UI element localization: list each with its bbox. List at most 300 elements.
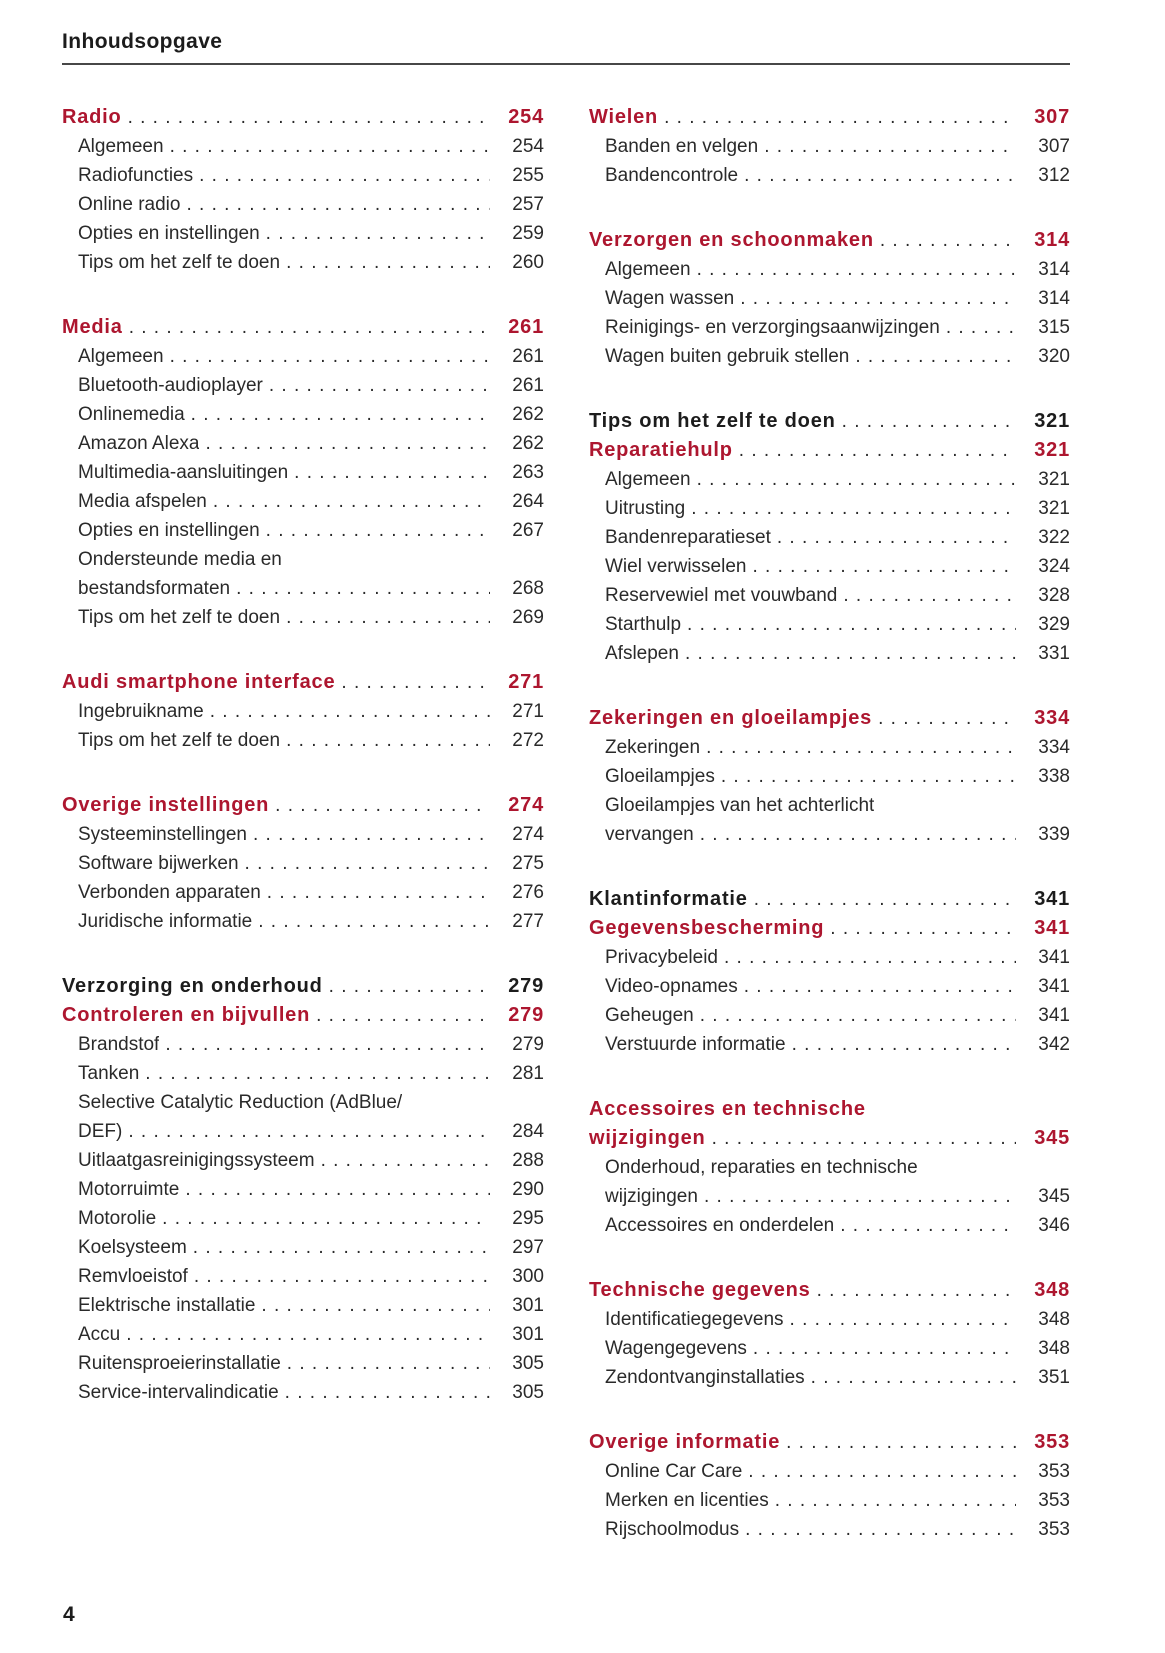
dot-leader bbox=[193, 1233, 490, 1262]
toc-label: Brandstof bbox=[78, 1034, 160, 1055]
dot-leader bbox=[786, 1428, 1016, 1457]
toc-line bbox=[62, 1146, 544, 1175]
toc-line bbox=[589, 1457, 1070, 1486]
toc-section bbox=[589, 1428, 1070, 1544]
toc-column-left bbox=[62, 103, 544, 1544]
table-of-contents bbox=[62, 103, 1070, 1544]
toc-label: Algemeen bbox=[605, 259, 691, 280]
toc-entry bbox=[62, 487, 544, 516]
toc-page-number: 331 bbox=[1038, 643, 1070, 664]
toc-label: Reservewiel met vouwband bbox=[605, 585, 838, 606]
toc-line bbox=[589, 1486, 1070, 1515]
toc-page-number: 307 bbox=[1034, 106, 1070, 128]
toc-entry bbox=[62, 219, 544, 248]
toc-entry bbox=[62, 1059, 544, 1088]
dot-leader bbox=[287, 1349, 490, 1378]
toc-page-number: 295 bbox=[512, 1208, 544, 1229]
toc-line bbox=[589, 161, 1070, 190]
toc-heading bbox=[589, 1428, 1070, 1457]
toc-entry bbox=[589, 943, 1070, 972]
toc-label: Uitrusting bbox=[605, 498, 686, 519]
toc-page-number: 351 bbox=[1038, 1367, 1070, 1388]
toc-section bbox=[589, 885, 1070, 1059]
dot-leader bbox=[286, 603, 490, 632]
toc-page-number: 338 bbox=[1038, 766, 1070, 787]
toc-entry bbox=[62, 132, 544, 161]
toc-label: Tips om het zelf te doen bbox=[78, 607, 281, 628]
toc-entry bbox=[62, 161, 544, 190]
dot-leader bbox=[721, 762, 1016, 791]
toc-entry bbox=[62, 1262, 544, 1291]
toc-line bbox=[589, 704, 1070, 733]
toc-label: wijzigingen bbox=[589, 1127, 706, 1149]
toc-label: Zekeringen en gloeilampjes bbox=[589, 707, 873, 729]
toc-line bbox=[62, 516, 544, 545]
toc-page-number: 345 bbox=[1034, 1127, 1070, 1149]
toc-entry bbox=[62, 342, 544, 371]
toc-label: Accessoires en technische bbox=[589, 1098, 866, 1120]
toc-line bbox=[589, 226, 1070, 255]
toc-entry bbox=[62, 1204, 544, 1233]
toc-label: Motorruimte bbox=[78, 1179, 180, 1200]
toc-label: Wiel verwisselen bbox=[605, 556, 747, 577]
toc-label: Onlinemedia bbox=[78, 404, 185, 425]
toc-entry bbox=[62, 458, 544, 487]
toc-line bbox=[62, 545, 544, 574]
toc-entry bbox=[589, 1334, 1070, 1363]
dot-leader bbox=[740, 284, 1016, 313]
toc-line bbox=[62, 313, 544, 342]
toc-entry bbox=[62, 726, 544, 755]
toc-label: wijzigingen bbox=[605, 1186, 698, 1207]
toc-page-number: 301 bbox=[512, 1295, 544, 1316]
toc-label: Bandencontrole bbox=[605, 165, 739, 186]
dot-leader bbox=[817, 1276, 1016, 1305]
toc-section bbox=[589, 226, 1070, 371]
toc-page-number: 257 bbox=[512, 194, 544, 215]
dot-leader bbox=[321, 1146, 490, 1175]
toc-label: Banden en velgen bbox=[605, 136, 759, 157]
dot-leader bbox=[724, 943, 1016, 972]
toc-page-number: 341 bbox=[1034, 888, 1070, 910]
toc-line bbox=[589, 1305, 1070, 1334]
toc-line bbox=[589, 1211, 1070, 1240]
toc-page-number: 261 bbox=[512, 375, 544, 396]
dot-leader bbox=[266, 516, 490, 545]
toc-line bbox=[589, 255, 1070, 284]
dot-leader bbox=[739, 436, 1016, 465]
dot-leader bbox=[685, 639, 1016, 668]
toc-heading bbox=[62, 103, 544, 132]
toc-line bbox=[589, 1001, 1070, 1030]
toc-page-number: 346 bbox=[1038, 1215, 1070, 1236]
dot-leader bbox=[777, 523, 1016, 552]
toc-line bbox=[589, 1363, 1070, 1392]
dot-leader bbox=[706, 733, 1016, 762]
toc-label: Opties en instellingen bbox=[78, 520, 260, 541]
toc-page-number: 254 bbox=[512, 136, 544, 157]
dot-leader bbox=[745, 1515, 1016, 1544]
toc-label: Algemeen bbox=[78, 346, 164, 367]
toc-page-number: 312 bbox=[1038, 165, 1070, 186]
toc-entry bbox=[589, 1457, 1070, 1486]
dot-leader bbox=[128, 1117, 490, 1146]
toc-line bbox=[589, 465, 1070, 494]
toc-heading bbox=[62, 791, 544, 820]
toc-entry bbox=[589, 1001, 1070, 1030]
toc-entry bbox=[589, 523, 1070, 552]
dot-leader bbox=[316, 1001, 490, 1030]
toc-entry bbox=[589, 313, 1070, 342]
toc-entry bbox=[589, 342, 1070, 371]
toc-label: Audi smartphone interface bbox=[62, 671, 336, 693]
dot-leader bbox=[128, 103, 490, 132]
toc-page-number: 254 bbox=[508, 106, 544, 128]
dot-leader bbox=[811, 1363, 1016, 1392]
toc-page-number: 301 bbox=[512, 1324, 544, 1345]
toc-line bbox=[62, 1001, 544, 1030]
toc-page-number: 314 bbox=[1038, 259, 1070, 280]
toc-line bbox=[62, 726, 544, 755]
dot-leader bbox=[170, 132, 490, 161]
toc-line bbox=[589, 284, 1070, 313]
toc-page-number: 261 bbox=[508, 316, 544, 338]
toc-line bbox=[62, 219, 544, 248]
toc-line bbox=[589, 1124, 1070, 1153]
toc-line bbox=[62, 972, 544, 1001]
toc-line bbox=[62, 458, 544, 487]
toc-page-number: 268 bbox=[512, 578, 544, 599]
toc-heading bbox=[589, 914, 1070, 943]
dot-leader bbox=[764, 132, 1016, 161]
dot-leader bbox=[191, 400, 490, 429]
toc-label: Ondersteunde media en bbox=[78, 549, 282, 570]
dot-leader bbox=[269, 371, 490, 400]
toc-line bbox=[62, 1117, 544, 1146]
dot-leader bbox=[843, 581, 1016, 610]
toc-line bbox=[62, 190, 544, 219]
toc-section bbox=[62, 103, 544, 277]
toc-heading bbox=[589, 407, 1070, 436]
toc-page-number: 341 bbox=[1034, 917, 1070, 939]
toc-line bbox=[589, 342, 1070, 371]
toc-label: Reinigings- en verzorgingsaanwijzingen bbox=[605, 317, 940, 338]
toc-line bbox=[62, 574, 544, 603]
toc-label: Amazon Alexa bbox=[78, 433, 200, 454]
dot-leader bbox=[691, 494, 1016, 523]
toc-page-number: 263 bbox=[512, 462, 544, 483]
toc-line bbox=[62, 429, 544, 458]
toc-line bbox=[62, 1320, 544, 1349]
toc-line bbox=[62, 791, 544, 820]
dot-leader bbox=[775, 1486, 1016, 1515]
dot-leader bbox=[792, 1030, 1016, 1059]
toc-entry bbox=[62, 1320, 544, 1349]
toc-section bbox=[589, 407, 1070, 668]
toc-page-number: 279 bbox=[512, 1034, 544, 1055]
toc-entry bbox=[62, 907, 544, 936]
toc-line bbox=[589, 581, 1070, 610]
dot-leader bbox=[236, 574, 490, 603]
toc-page-number: 281 bbox=[512, 1063, 544, 1084]
toc-entry bbox=[589, 581, 1070, 610]
toc-heading bbox=[589, 704, 1070, 733]
dot-leader bbox=[946, 313, 1016, 342]
toc-page-number: 284 bbox=[512, 1121, 544, 1142]
toc-label: Radio bbox=[62, 106, 122, 128]
toc-page-number: 262 bbox=[512, 433, 544, 454]
toc-page-number: 353 bbox=[1038, 1461, 1070, 1482]
toc-page-number: 353 bbox=[1038, 1519, 1070, 1540]
toc-page-number: 321 bbox=[1038, 469, 1070, 490]
toc-label: Overige instellingen bbox=[62, 794, 270, 816]
dot-leader bbox=[286, 248, 490, 277]
dot-leader bbox=[210, 697, 490, 726]
toc-heading bbox=[589, 1276, 1070, 1305]
dot-leader bbox=[329, 972, 490, 1001]
toc-line bbox=[589, 436, 1070, 465]
toc-entry bbox=[62, 371, 544, 400]
dot-leader bbox=[752, 552, 1016, 581]
toc-line bbox=[589, 943, 1070, 972]
toc-label: Bluetooth-audioplayer bbox=[78, 375, 263, 396]
toc-line bbox=[589, 1428, 1070, 1457]
toc-entry bbox=[62, 1378, 544, 1407]
toc-page-number: 305 bbox=[512, 1382, 544, 1403]
toc-entry bbox=[62, 1175, 544, 1204]
toc-line bbox=[589, 1153, 1070, 1182]
toc-label: Algemeen bbox=[78, 136, 164, 157]
toc-page-number: 341 bbox=[1038, 976, 1070, 997]
toc-label: Accessoires en onderdelen bbox=[605, 1215, 835, 1236]
toc-page-number: 275 bbox=[512, 853, 544, 874]
toc-heading bbox=[589, 436, 1070, 465]
dot-leader bbox=[199, 161, 490, 190]
toc-heading bbox=[62, 668, 544, 697]
toc-entry bbox=[589, 1153, 1070, 1211]
toc-label: Service-intervalindicatie bbox=[78, 1382, 279, 1403]
toc-label: Privacybeleid bbox=[605, 947, 718, 968]
toc-label: Klantinformatie bbox=[589, 888, 748, 910]
toc-label: Media bbox=[62, 316, 123, 338]
toc-label: Media afspelen bbox=[78, 491, 207, 512]
toc-line bbox=[589, 1182, 1070, 1211]
dot-leader bbox=[700, 820, 1016, 849]
toc-page-number: 271 bbox=[512, 701, 544, 722]
toc-entry bbox=[589, 255, 1070, 284]
toc-page-number: 277 bbox=[512, 911, 544, 932]
toc-entry bbox=[589, 639, 1070, 668]
toc-label: Afslepen bbox=[605, 643, 679, 664]
dot-leader bbox=[294, 458, 490, 487]
toc-page-number: 353 bbox=[1038, 1490, 1070, 1511]
toc-label: bestandsformaten bbox=[78, 578, 231, 599]
toc-page-number: 341 bbox=[1038, 1005, 1070, 1026]
toc-heading bbox=[589, 103, 1070, 132]
dot-leader bbox=[753, 1334, 1016, 1363]
toc-entry bbox=[589, 610, 1070, 639]
toc-line bbox=[62, 1204, 544, 1233]
toc-line bbox=[589, 132, 1070, 161]
toc-line bbox=[589, 1030, 1070, 1059]
toc-line bbox=[589, 407, 1070, 436]
toc-line bbox=[589, 733, 1070, 762]
toc-label: Zekeringen bbox=[605, 737, 701, 758]
toc-line bbox=[62, 907, 544, 936]
dot-leader bbox=[205, 429, 490, 458]
toc-entry bbox=[589, 1211, 1070, 1240]
dot-leader bbox=[840, 1211, 1016, 1240]
toc-line bbox=[62, 1349, 544, 1378]
toc-label: Uitlaatgasreinigingssysteem bbox=[78, 1150, 315, 1171]
toc-label: Technische gegevens bbox=[589, 1279, 811, 1301]
toc-label: Online radio bbox=[78, 194, 181, 215]
toc-entry bbox=[62, 1349, 544, 1378]
toc-section bbox=[62, 313, 544, 632]
dot-leader bbox=[129, 313, 490, 342]
toc-entry bbox=[62, 190, 544, 219]
toc-section bbox=[589, 1276, 1070, 1392]
toc-line bbox=[589, 494, 1070, 523]
toc-label: Koelsysteem bbox=[78, 1237, 187, 1258]
toc-label: Ingebruikname bbox=[78, 701, 204, 722]
toc-label: Rijschoolmodus bbox=[605, 1519, 740, 1540]
toc-line bbox=[62, 820, 544, 849]
toc-entry bbox=[62, 820, 544, 849]
toc-label: Selective Catalytic Reduction (AdBlue/ bbox=[78, 1092, 403, 1113]
dot-leader bbox=[126, 1320, 490, 1349]
toc-line bbox=[62, 603, 544, 632]
toc-label: vervangen bbox=[605, 824, 694, 845]
toc-section bbox=[62, 791, 544, 936]
toc-section bbox=[62, 972, 544, 1407]
toc-entry bbox=[589, 1305, 1070, 1334]
toc-line bbox=[589, 103, 1070, 132]
page-title: Inhoudsopgave bbox=[62, 30, 223, 53]
dot-leader bbox=[185, 1175, 490, 1204]
toc-line bbox=[589, 885, 1070, 914]
dot-leader bbox=[245, 849, 490, 878]
toc-entry bbox=[589, 1030, 1070, 1059]
toc-label: Motorolie bbox=[78, 1208, 157, 1229]
toc-page-number: 328 bbox=[1038, 585, 1070, 606]
toc-page-number: 345 bbox=[1038, 1186, 1070, 1207]
toc-entry bbox=[62, 1088, 544, 1146]
toc-label: Wagen buiten gebruik stellen bbox=[605, 346, 850, 367]
toc-page-number: 353 bbox=[1034, 1431, 1070, 1453]
toc-entry bbox=[62, 248, 544, 277]
toc-page-number: 260 bbox=[512, 252, 544, 273]
toc-line bbox=[62, 1059, 544, 1088]
toc-page-number: 288 bbox=[512, 1150, 544, 1171]
toc-label: Verzorgen en schoonmaken bbox=[589, 229, 874, 251]
toc-line bbox=[62, 1175, 544, 1204]
dot-leader bbox=[664, 103, 1016, 132]
toc-page-number: 314 bbox=[1038, 288, 1070, 309]
toc-page-number: 307 bbox=[1038, 136, 1070, 157]
toc-entry bbox=[589, 1515, 1070, 1544]
dot-leader bbox=[165, 1030, 490, 1059]
toc-page-number: 276 bbox=[512, 882, 544, 903]
toc-section bbox=[589, 103, 1070, 190]
toc-line bbox=[62, 1262, 544, 1291]
toc-label: Geheugen bbox=[605, 1005, 694, 1026]
toc-line bbox=[589, 313, 1070, 342]
toc-entry bbox=[589, 733, 1070, 762]
dot-leader bbox=[145, 1059, 490, 1088]
toc-label: Remvloeistof bbox=[78, 1266, 188, 1287]
toc-page-number: 315 bbox=[1038, 317, 1070, 338]
toc-page-number: 314 bbox=[1034, 229, 1070, 251]
toc-entry bbox=[62, 603, 544, 632]
toc-line bbox=[589, 1334, 1070, 1363]
toc-label: Ruitensproeierinstallatie bbox=[78, 1353, 281, 1374]
dot-leader bbox=[285, 1378, 490, 1407]
toc-label: Wielen bbox=[589, 106, 659, 128]
toc-line bbox=[62, 1030, 544, 1059]
toc-line bbox=[589, 552, 1070, 581]
toc-heading bbox=[589, 1095, 1070, 1153]
toc-line bbox=[589, 762, 1070, 791]
toc-label: Reparatiehulp bbox=[589, 439, 733, 461]
toc-page-number: 341 bbox=[1038, 947, 1070, 968]
toc-page-number: 255 bbox=[512, 165, 544, 186]
dot-leader bbox=[194, 1262, 490, 1291]
toc-entry bbox=[589, 1363, 1070, 1392]
toc-label: Verbonden apparaten bbox=[78, 882, 261, 903]
toc-entry bbox=[62, 400, 544, 429]
dot-leader bbox=[162, 1204, 490, 1233]
toc-page-number: 300 bbox=[512, 1266, 544, 1287]
dot-leader bbox=[880, 226, 1016, 255]
toc-label: Zendontvanginstallaties bbox=[605, 1367, 805, 1388]
dot-leader bbox=[697, 465, 1016, 494]
toc-line bbox=[589, 523, 1070, 552]
toc-page-number: 339 bbox=[1038, 824, 1070, 845]
toc-section bbox=[589, 704, 1070, 849]
toc-label: Gloeilampjes van het achterlicht bbox=[605, 795, 875, 816]
toc-label: Bandenreparatieset bbox=[605, 527, 771, 548]
toc-entry bbox=[62, 1030, 544, 1059]
toc-label: Online Car Care bbox=[605, 1461, 743, 1482]
toc-heading bbox=[62, 972, 544, 1001]
toc-label: Tips om het zelf te doen bbox=[78, 730, 281, 751]
toc-entry bbox=[589, 791, 1070, 849]
toc-line bbox=[62, 132, 544, 161]
dot-leader bbox=[286, 726, 490, 755]
toc-line bbox=[589, 914, 1070, 943]
toc-line bbox=[62, 487, 544, 516]
toc-label: Gloeilampjes bbox=[605, 766, 715, 787]
toc-page-number: 290 bbox=[512, 1179, 544, 1200]
toc-line bbox=[62, 697, 544, 726]
toc-page-number: 342 bbox=[1038, 1034, 1070, 1055]
toc-line bbox=[62, 103, 544, 132]
dot-leader bbox=[697, 255, 1016, 284]
toc-page-number: 271 bbox=[508, 671, 544, 693]
toc-page-number: 262 bbox=[512, 404, 544, 425]
toc-label: Merken en licenties bbox=[605, 1490, 769, 1511]
toc-label: Accu bbox=[78, 1324, 121, 1345]
dot-leader bbox=[842, 407, 1016, 436]
toc-label: Verzorging en onderhoud bbox=[62, 975, 323, 997]
toc-line bbox=[589, 820, 1070, 849]
toc-label: Elektrische installatie bbox=[78, 1295, 256, 1316]
toc-line bbox=[589, 639, 1070, 668]
dot-leader bbox=[744, 161, 1016, 190]
toc-line bbox=[589, 1095, 1070, 1124]
dot-leader bbox=[855, 342, 1016, 371]
